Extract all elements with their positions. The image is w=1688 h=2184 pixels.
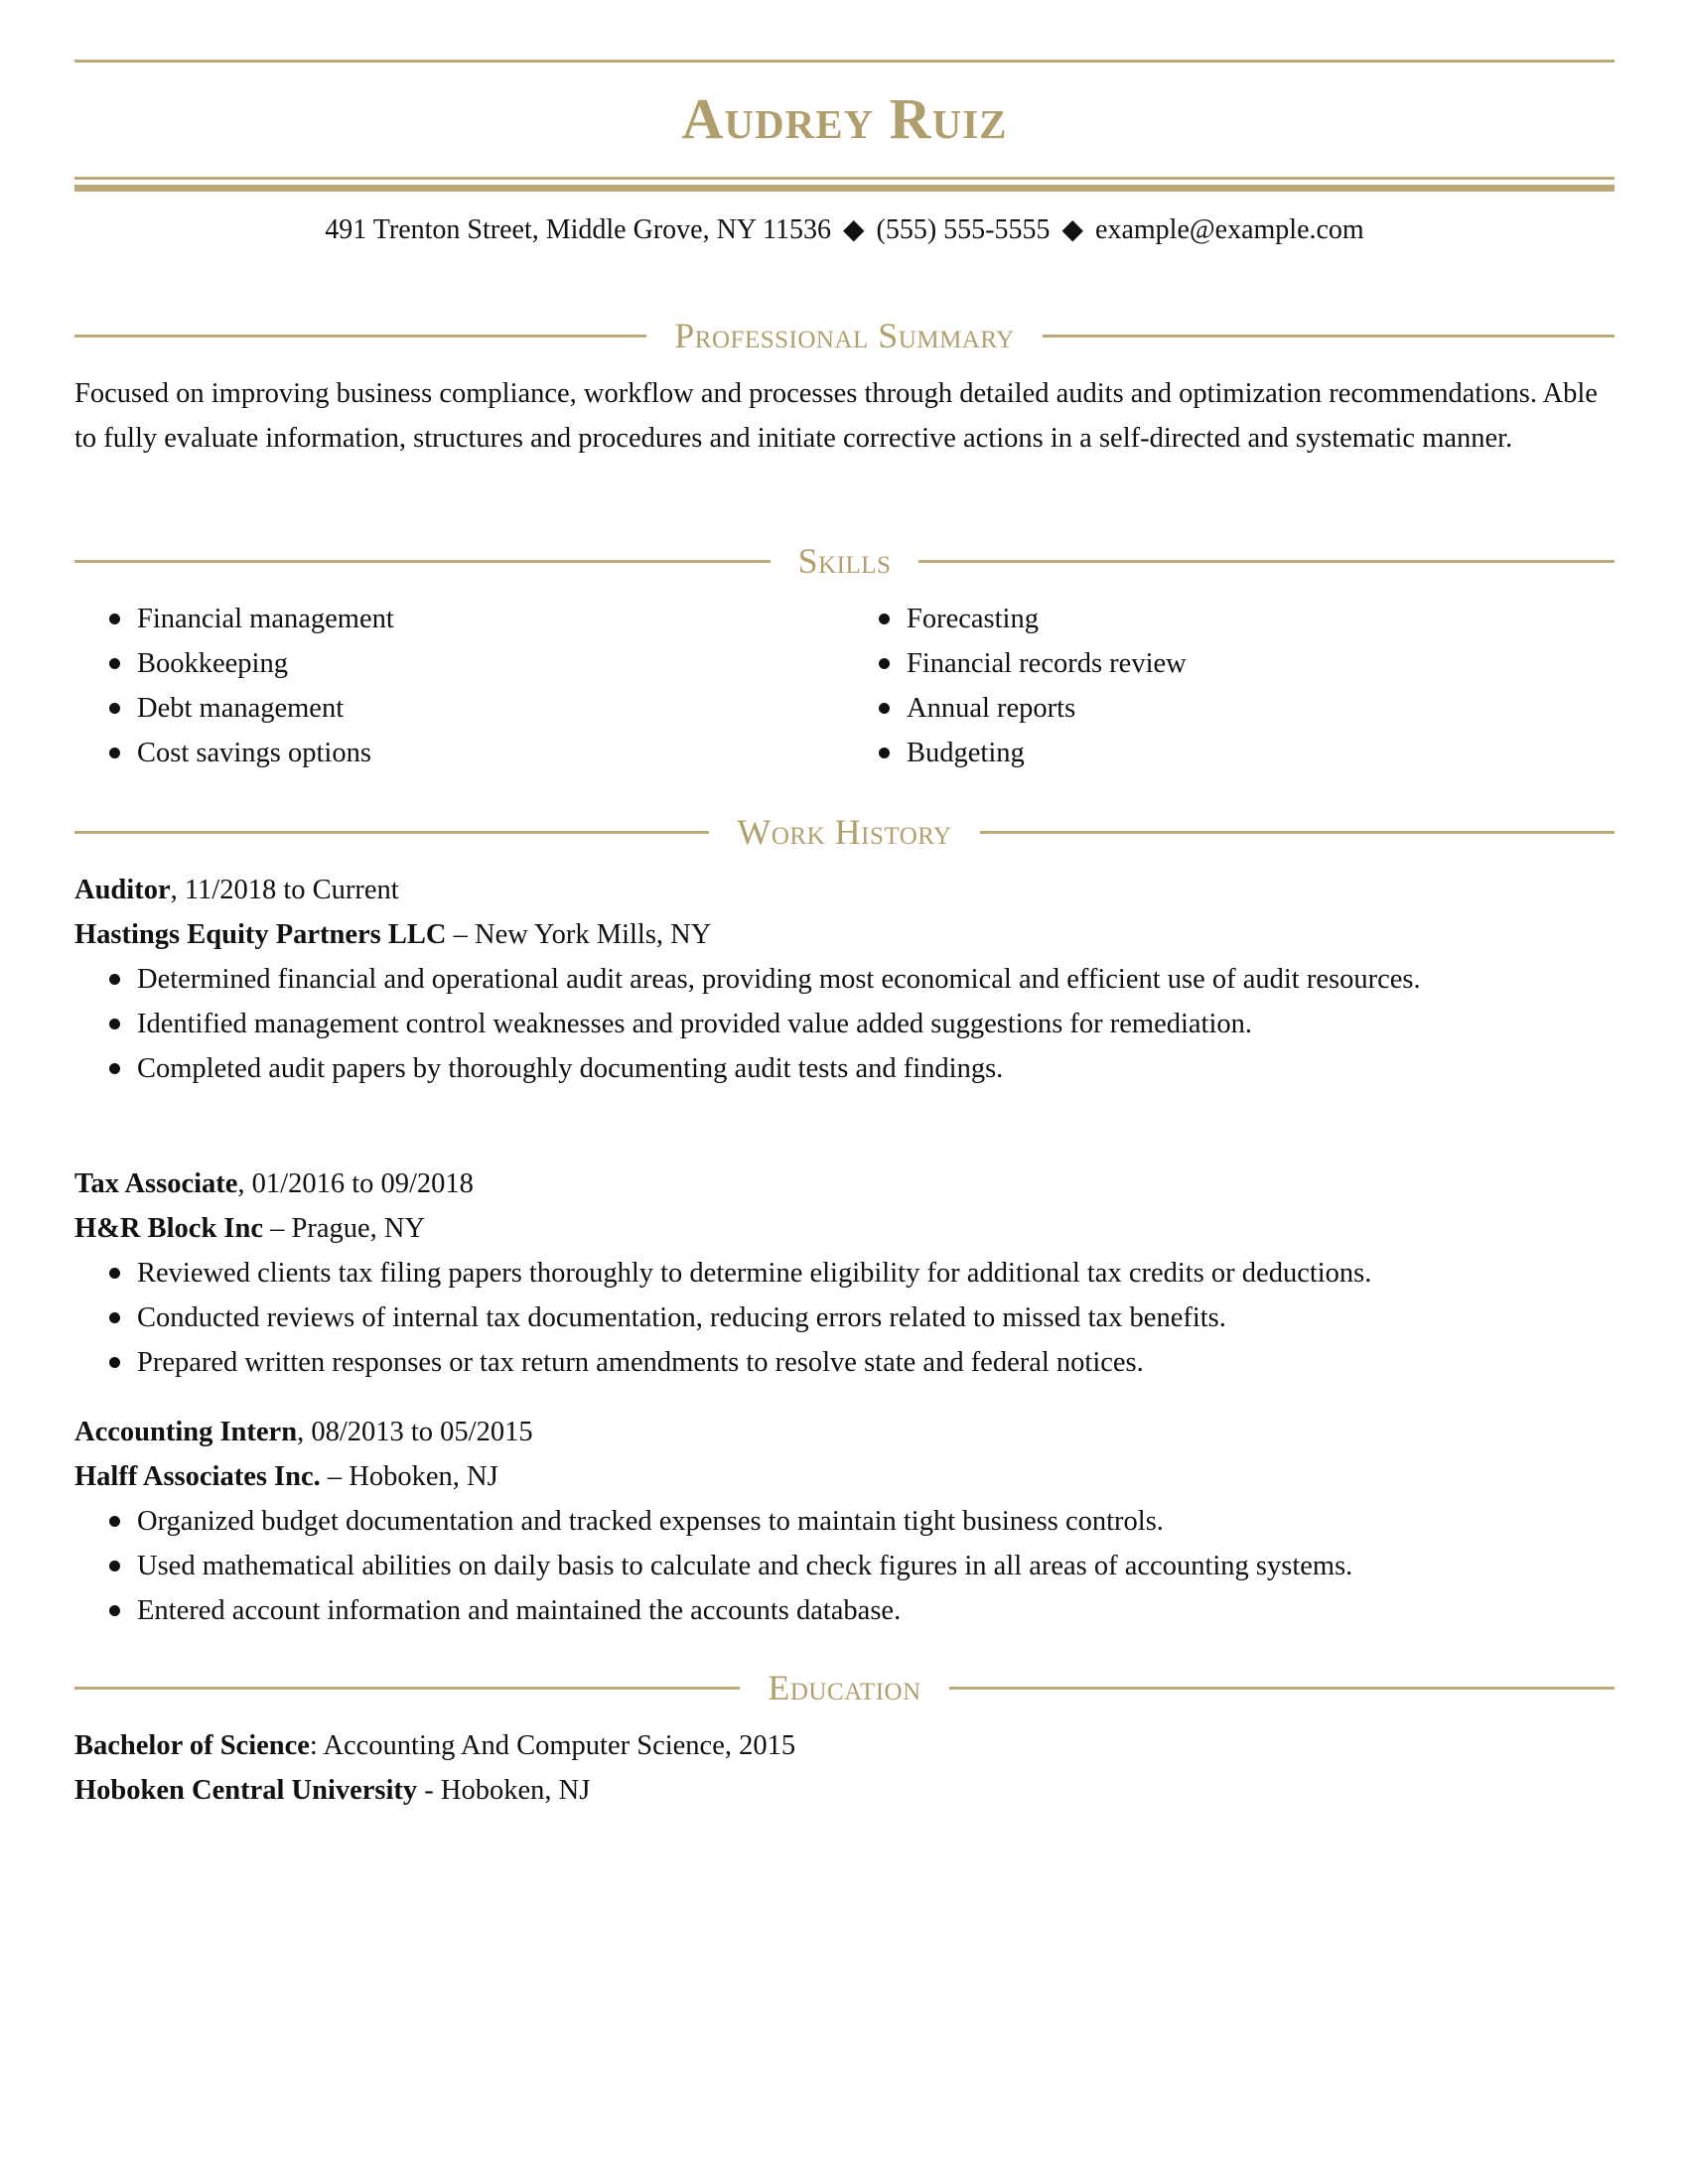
summary-text: Focused on improving business compliance, workflow and processes through detailed audits and optimization recommendations. Able to fully evaluate information, structures and procedures and initiate corrective actions in a self-directed and systematic manner. [74,378,1598,454]
header-rule-thin [74,177,1615,180]
skills-column-right [844,597,1614,775]
job-bullet: Prepared written responses or tax return amendments to resolve state and federal notices. [74,1340,1615,1385]
bullet-icon [109,1019,120,1029]
bullet-icon [109,1516,120,1527]
education-entry [74,1723,1615,1813]
job-bullet: Reviewed clients tax filing papers thoroughly to determine eligibility for additional tax credits or deductions. [74,1251,1615,1296]
job-bullet: Identified management control weaknesses and provided value added suggestions for remediation. [74,1002,1615,1046]
bullet-icon [109,1312,120,1323]
skill-item: Annual reports [844,686,1614,731]
skill-item: Financial records review [844,641,1614,686]
job-bullet: Entered account information and maintained the accounts database. [74,1588,1615,1633]
job-title-line [74,868,1615,912]
section-title: Work History [737,812,952,852]
education-degree: Bachelor of Science [74,1730,310,1761]
job-entry [74,1161,1615,1385]
job-bullet: Conducted reviews of internal tax documentation, reducing errors related to missed tax benefits. [74,1296,1615,1340]
section-rule-right [1043,335,1615,338]
bullet-icon [109,1357,120,1368]
bullet-icon [109,1561,120,1571]
skills-list [74,597,1615,775]
diamond-separator-icon: ◆ [1061,214,1084,245]
skill-item: Forecasting [844,597,1614,641]
job-bullet: Organized budget documentation and tracked expenses to maintain tight business controls. [74,1499,1615,1544]
job-company-line [74,1206,1615,1251]
skill-item: Cost savings options [74,731,844,775]
section-title: Professional Summary [674,316,1015,355]
section-title: Skills [797,541,892,581]
contact-phone: (555) 555-5555 [876,214,1051,245]
section-rule-right [949,1687,1615,1690]
job-title: Tax Associate [74,1168,238,1199]
header-top-rule [74,60,1615,63]
bullet-icon [879,658,890,669]
job-bullet: Determined financial and operational audit areas, providing most economical and efficient use of audit resources. [74,957,1615,1002]
job-bullet: Completed audit papers by thoroughly documenting audit tests and findings. [74,1046,1615,1091]
job-location: – Prague, NY [263,1213,426,1244]
education-degree-line [74,1723,1615,1768]
job-company: H&R Block Inc [74,1213,264,1244]
job-dates: , 08/2013 to 05/2015 [297,1417,533,1447]
section-rule-right [980,831,1615,834]
education-field: : Accounting And Computer Science, 2015 [309,1730,796,1761]
bullet-icon [109,1063,120,1074]
job-title: Accounting Intern [74,1417,298,1447]
contact-address: 491 Trenton Street, Middle Grove, NY 11536 [325,214,831,245]
section-rule-left [74,560,771,563]
education-school: Hoboken Central University [74,1775,418,1806]
job-title-line [74,1161,1615,1206]
job-dates: , 11/2018 to Current [170,875,399,905]
bullet-icon [109,1605,120,1616]
bullet-icon [109,614,120,624]
section-rule-left [74,831,709,834]
job-company: Halff Associates Inc. [74,1461,321,1492]
job-company-line [74,912,1615,957]
header-rule-thick [74,185,1615,192]
education-location: - Hoboken, NJ [417,1775,591,1806]
job-bullet: Used mathematical abilities on daily basis to calculate and check figures in all areas of accounting systems. [74,1544,1615,1588]
job-bullets [74,1251,1615,1385]
section-title: Education [768,1668,921,1707]
section-rule-right [918,560,1615,563]
job-bullets [74,1499,1615,1633]
bullet-icon [109,974,120,985]
candidate-name: Audrey Ruiz [681,86,1008,151]
job-title: Auditor [74,875,171,905]
job-company: Hastings Equity Partners LLC [74,919,447,950]
section-heading-education [74,1663,1615,1712]
section-heading-summary [74,311,1615,360]
section-rule-left [74,1687,740,1690]
section-rule-left [74,335,646,338]
contact-email: example@example.com [1095,214,1364,245]
bullet-icon [879,748,890,758]
bullet-icon [109,703,120,714]
bullet-icon [109,1268,120,1279]
section-heading-work-history [74,807,1615,857]
bullet-icon [109,658,120,669]
job-dates: , 01/2016 to 09/2018 [237,1168,474,1199]
job-location: – Hoboken, NJ [320,1461,498,1492]
diamond-separator-icon: ◆ [842,214,865,245]
bullet-icon [109,748,120,758]
skill-item: Financial management [74,597,844,641]
skill-item: Budgeting [844,731,1614,775]
skills-column-left [74,597,844,775]
job-entry [74,1410,1615,1633]
bullet-icon [879,703,890,714]
education-school-line [74,1768,1615,1813]
job-entry [74,868,1615,1091]
bullet-icon [879,614,890,624]
job-location: – New York Mills, NY [446,919,712,950]
job-bullets [74,957,1615,1091]
job-title-line [74,1410,1615,1454]
skill-item: Debt management [74,686,844,731]
contact-line [74,210,1615,250]
job-company-line [74,1454,1615,1499]
skill-item: Bookkeeping [74,641,844,686]
section-heading-skills [74,536,1615,586]
